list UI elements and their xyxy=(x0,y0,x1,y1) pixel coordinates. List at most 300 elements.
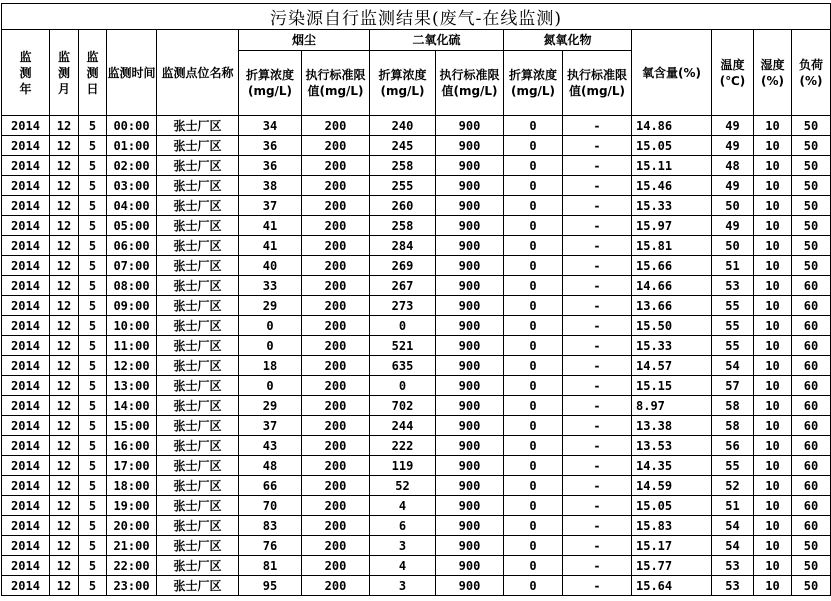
load-cell: 50 xyxy=(792,256,831,276)
so2-conc-cell: 284 xyxy=(370,236,436,256)
month-header xyxy=(50,30,79,116)
year-cell: 2014 xyxy=(2,176,50,196)
so2-limit-cell: 900 xyxy=(436,256,504,276)
oxygen-cell: 15.83 xyxy=(632,516,712,536)
nox-conc-cell: 0 xyxy=(504,356,563,376)
humidity-cell: 10 xyxy=(754,336,792,356)
nox-limit-cell: - xyxy=(563,476,632,496)
oxygen-cell: 15.17 xyxy=(632,536,712,556)
location-cell: 张士厂区 xyxy=(157,356,239,376)
humidity-cell: 10 xyxy=(754,236,792,256)
month-cell: 12 xyxy=(50,116,79,136)
table-row xyxy=(2,396,831,416)
table-body xyxy=(2,4,831,596)
dust-conc-cell: 29 xyxy=(239,296,302,316)
oxygen-cell: 13.38 xyxy=(632,416,712,436)
load-cell: 50 xyxy=(792,156,831,176)
table-row xyxy=(2,456,831,476)
nox-limit-header: 执行标准限值(mg/L) xyxy=(563,51,632,116)
load-cell: 60 xyxy=(792,356,831,376)
year-cell: 2014 xyxy=(2,416,50,436)
temperature-cell: 49 xyxy=(712,136,754,156)
nox-conc-cell: 0 xyxy=(504,576,563,596)
temperature-cell: 55 xyxy=(712,296,754,316)
so2-limit-cell: 900 xyxy=(436,556,504,576)
table-row xyxy=(2,116,831,136)
nox-conc-cell: 0 xyxy=(504,256,563,276)
load-cell: 60 xyxy=(792,336,831,356)
nox-conc-cell: 0 xyxy=(504,476,563,496)
so2-conc-cell: 521 xyxy=(370,336,436,356)
location-cell: 张士厂区 xyxy=(157,216,239,236)
load-cell: 60 xyxy=(792,436,831,456)
nox-limit-cell: - xyxy=(563,176,632,196)
humidity-cell: 10 xyxy=(754,316,792,336)
time-cell: 15:00 xyxy=(107,416,157,436)
oxygen-cell: 15.50 xyxy=(632,316,712,336)
so2-conc-cell: 3 xyxy=(370,576,436,596)
month-cell: 12 xyxy=(50,156,79,176)
table-row xyxy=(2,296,831,316)
time-cell: 13:00 xyxy=(107,376,157,396)
nox-limit-cell: - xyxy=(563,516,632,536)
location-cell: 张士厂区 xyxy=(157,456,239,476)
year-cell: 2014 xyxy=(2,516,50,536)
dust-conc-cell: 37 xyxy=(239,196,302,216)
nox-limit-cell: - xyxy=(563,576,632,596)
nox-conc-cell: 0 xyxy=(504,296,563,316)
so2-conc-cell: 245 xyxy=(370,136,436,156)
table-row xyxy=(2,136,831,156)
so2-conc-cell: 119 xyxy=(370,456,436,476)
nox-conc-cell: 0 xyxy=(504,196,563,216)
day-cell: 5 xyxy=(79,256,107,276)
temperature-cell: 53 xyxy=(712,556,754,576)
location-cell: 张士厂区 xyxy=(157,576,239,596)
month-cell: 12 xyxy=(50,256,79,276)
dust-limit-cell: 200 xyxy=(302,296,370,316)
load-cell: 60 xyxy=(792,396,831,416)
dust-conc-cell: 48 xyxy=(239,456,302,476)
month-cell: 12 xyxy=(50,476,79,496)
nox-limit-cell: - xyxy=(563,256,632,276)
day-header-char: 日 xyxy=(86,81,99,96)
nox-limit-cell: - xyxy=(563,236,632,256)
time-cell: 16:00 xyxy=(107,436,157,456)
day-cell: 5 xyxy=(79,156,107,176)
dust-limit-cell: 200 xyxy=(302,496,370,516)
time-cell: 10:00 xyxy=(107,316,157,336)
nox-conc-cell: 0 xyxy=(504,136,563,156)
oxygen-cell: 15.15 xyxy=(632,376,712,396)
oxygen-cell: 14.35 xyxy=(632,456,712,476)
location-cell: 张士厂区 xyxy=(157,416,239,436)
dust-limit-header: 执行标准限值(mg/L) xyxy=(302,51,370,116)
location-cell: 张士厂区 xyxy=(157,276,239,296)
dust-conc-cell: 41 xyxy=(239,236,302,256)
month-cell: 12 xyxy=(50,176,79,196)
year-cell: 2014 xyxy=(2,396,50,416)
dust-conc-cell: 36 xyxy=(239,136,302,156)
dust-conc-cell: 66 xyxy=(239,476,302,496)
table-row xyxy=(2,216,831,236)
location-cell: 张士厂区 xyxy=(157,236,239,256)
temperature-cell: 49 xyxy=(712,116,754,136)
so2-conc-cell: 635 xyxy=(370,356,436,376)
dust-conc-cell: 76 xyxy=(239,536,302,556)
oxygen-cell: 14.66 xyxy=(632,276,712,296)
nox-limit-cell: - xyxy=(563,376,632,396)
so2-conc-cell: 702 xyxy=(370,396,436,416)
time-cell: 19:00 xyxy=(107,496,157,516)
time-cell: 02:00 xyxy=(107,156,157,176)
nox-limit-cell: - xyxy=(563,316,632,336)
so2-conc-cell: 258 xyxy=(370,156,436,176)
day-cell: 5 xyxy=(79,196,107,216)
dust-conc-cell: 36 xyxy=(239,156,302,176)
load-cell: 60 xyxy=(792,476,831,496)
oxygen-cell: 15.11 xyxy=(632,156,712,176)
load-cell: 60 xyxy=(792,456,831,476)
month-cell: 12 xyxy=(50,376,79,396)
table-row xyxy=(2,416,831,436)
dust-conc-cell: 40 xyxy=(239,256,302,276)
dust-conc-cell: 33 xyxy=(239,276,302,296)
oxygen-cell: 13.66 xyxy=(632,296,712,316)
time-cell: 23:00 xyxy=(107,576,157,596)
nox-group-header: 氮氧化物 xyxy=(504,30,632,51)
temperature-cell: 53 xyxy=(712,576,754,596)
dust-conc-cell: 81 xyxy=(239,556,302,576)
load-cell: 60 xyxy=(792,516,831,536)
year-cell: 2014 xyxy=(2,256,50,276)
humidity-cell: 10 xyxy=(754,536,792,556)
temperature-cell: 50 xyxy=(712,236,754,256)
temperature-cell: 51 xyxy=(712,496,754,516)
so2-conc-cell: 255 xyxy=(370,176,436,196)
time-cell: 12:00 xyxy=(107,356,157,376)
year-cell: 2014 xyxy=(2,456,50,476)
humidity-cell: 10 xyxy=(754,416,792,436)
load-header: 负荷(%) xyxy=(792,30,831,116)
dust-limit-cell: 200 xyxy=(302,256,370,276)
table-row xyxy=(2,376,831,396)
time-cell: 07:00 xyxy=(107,256,157,276)
temperature-cell: 55 xyxy=(712,456,754,476)
year-cell: 2014 xyxy=(2,136,50,156)
time-cell: 05:00 xyxy=(107,216,157,236)
oxygen-cell: 15.97 xyxy=(632,216,712,236)
nox-limit-cell: - xyxy=(563,136,632,156)
location-cell: 张士厂区 xyxy=(157,436,239,456)
oxygen-cell: 14.59 xyxy=(632,476,712,496)
so2-conc-cell: 244 xyxy=(370,416,436,436)
table-row xyxy=(2,276,831,296)
humidity-cell: 10 xyxy=(754,556,792,576)
temperature-cell: 50 xyxy=(712,196,754,216)
oxygen-cell: 14.57 xyxy=(632,356,712,376)
location-cell: 张士厂区 xyxy=(157,556,239,576)
dust-conc-cell: 95 xyxy=(239,576,302,596)
dust-limit-cell: 200 xyxy=(302,276,370,296)
location-cell: 张士厂区 xyxy=(157,476,239,496)
time-cell: 09:00 xyxy=(107,296,157,316)
time-cell: 03:00 xyxy=(107,176,157,196)
time-cell: 14:00 xyxy=(107,396,157,416)
so2-conc-cell: 52 xyxy=(370,476,436,496)
dust-conc-cell: 83 xyxy=(239,516,302,536)
time-header: 监测时间 xyxy=(107,30,157,116)
temperature-cell: 49 xyxy=(712,216,754,236)
table-row xyxy=(2,476,831,496)
temperature-cell: 54 xyxy=(712,516,754,536)
month-cell: 12 xyxy=(50,516,79,536)
nox-conc-cell: 0 xyxy=(504,116,563,136)
day-cell: 5 xyxy=(79,236,107,256)
month-cell: 12 xyxy=(50,316,79,336)
day-cell: 5 xyxy=(79,336,107,356)
month-cell: 12 xyxy=(50,556,79,576)
day-cell: 5 xyxy=(79,396,107,416)
dust-conc-cell: 34 xyxy=(239,116,302,136)
day-cell: 5 xyxy=(79,576,107,596)
location-cell: 张士厂区 xyxy=(157,336,239,356)
location-cell: 张士厂区 xyxy=(157,176,239,196)
month-header-char: 监 xyxy=(57,49,70,64)
so2-limit-cell: 900 xyxy=(436,216,504,236)
so2-conc-cell: 267 xyxy=(370,276,436,296)
temperature-header: 温度(℃) xyxy=(712,30,754,116)
nox-limit-cell: - xyxy=(563,116,632,136)
year-header xyxy=(2,30,50,116)
dust-limit-cell: 200 xyxy=(302,136,370,156)
table-row xyxy=(2,536,831,556)
day-cell: 5 xyxy=(79,216,107,236)
temperature-cell: 58 xyxy=(712,396,754,416)
so2-conc-cell: 269 xyxy=(370,256,436,276)
humidity-cell: 10 xyxy=(754,196,792,216)
table-title: 污染源自行监测结果(废气-在线监测) xyxy=(2,4,831,30)
table-row xyxy=(2,196,831,216)
dust-conc-cell: 0 xyxy=(239,316,302,336)
year-cell: 2014 xyxy=(2,436,50,456)
month-cell: 12 xyxy=(50,336,79,356)
month-cell: 12 xyxy=(50,276,79,296)
so2-limit-cell: 900 xyxy=(436,276,504,296)
year-cell: 2014 xyxy=(2,536,50,556)
table-row xyxy=(2,156,831,176)
month-cell: 12 xyxy=(50,196,79,216)
oxygen-cell: 15.66 xyxy=(632,256,712,276)
day-cell: 5 xyxy=(79,176,107,196)
year-cell: 2014 xyxy=(2,276,50,296)
humidity-cell: 10 xyxy=(754,456,792,476)
so2-limit-header: 执行标准限值(mg/L) xyxy=(436,51,504,116)
table-row xyxy=(2,236,831,256)
dust-limit-cell: 200 xyxy=(302,556,370,576)
month-cell: 12 xyxy=(50,456,79,476)
dust-conc-cell: 38 xyxy=(239,176,302,196)
temperature-cell: 48 xyxy=(712,156,754,176)
temperature-cell: 52 xyxy=(712,476,754,496)
day-cell: 5 xyxy=(79,536,107,556)
year-cell: 2014 xyxy=(2,296,50,316)
temperature-cell: 57 xyxy=(712,376,754,396)
nox-conc-cell: 0 xyxy=(504,496,563,516)
nox-limit-cell: - xyxy=(563,496,632,516)
year-cell: 2014 xyxy=(2,336,50,356)
so2-limit-cell: 900 xyxy=(436,456,504,476)
so2-limit-cell: 900 xyxy=(436,116,504,136)
nox-conc-cell: 0 xyxy=(504,436,563,456)
oxygen-cell: 15.33 xyxy=(632,196,712,216)
humidity-cell: 10 xyxy=(754,156,792,176)
day-header-char: 监 xyxy=(86,49,99,64)
dust-limit-cell: 200 xyxy=(302,456,370,476)
dust-limit-cell: 200 xyxy=(302,476,370,496)
time-cell: 17:00 xyxy=(107,456,157,476)
nox-limit-cell: - xyxy=(563,436,632,456)
nox-conc-cell: 0 xyxy=(504,376,563,396)
nox-limit-cell: - xyxy=(563,456,632,476)
nox-limit-cell: - xyxy=(563,336,632,356)
dust-limit-cell: 200 xyxy=(302,536,370,556)
nox-conc-cell: 0 xyxy=(504,456,563,476)
humidity-cell: 10 xyxy=(754,496,792,516)
nox-conc-cell: 0 xyxy=(504,556,563,576)
load-cell: 60 xyxy=(792,416,831,436)
year-cell: 2014 xyxy=(2,156,50,176)
temperature-cell: 55 xyxy=(712,336,754,356)
time-cell: 22:00 xyxy=(107,556,157,576)
year-cell: 2014 xyxy=(2,356,50,376)
temperature-cell: 55 xyxy=(712,316,754,336)
location-cell: 张士厂区 xyxy=(157,136,239,156)
day-cell: 5 xyxy=(79,276,107,296)
load-cell: 60 xyxy=(792,296,831,316)
dust-limit-cell: 200 xyxy=(302,116,370,136)
temperature-cell: 58 xyxy=(712,416,754,436)
oxygen-cell: 15.81 xyxy=(632,236,712,256)
load-cell: 50 xyxy=(792,176,831,196)
humidity-cell: 10 xyxy=(754,476,792,496)
temperature-cell: 53 xyxy=(712,276,754,296)
table-row xyxy=(2,256,831,276)
nox-conc-cell: 0 xyxy=(504,336,563,356)
so2-conc-cell: 273 xyxy=(370,296,436,316)
location-cell: 张士厂区 xyxy=(157,296,239,316)
table-row xyxy=(2,356,831,376)
so2-group-header: 二氧化硫 xyxy=(370,30,504,51)
so2-limit-cell: 900 xyxy=(436,156,504,176)
time-cell: 08:00 xyxy=(107,276,157,296)
so2-conc-cell: 4 xyxy=(370,496,436,516)
so2-limit-cell: 900 xyxy=(436,496,504,516)
so2-limit-cell: 900 xyxy=(436,376,504,396)
time-cell: 06:00 xyxy=(107,236,157,256)
dust-limit-cell: 200 xyxy=(302,316,370,336)
day-cell: 5 xyxy=(79,116,107,136)
so2-conc-cell: 6 xyxy=(370,516,436,536)
year-cell: 2014 xyxy=(2,556,50,576)
location-header: 监测点位名称 xyxy=(157,30,239,116)
dust-conc-cell: 18 xyxy=(239,356,302,376)
so2-limit-cell: 900 xyxy=(436,476,504,496)
day-header xyxy=(79,30,107,116)
nox-limit-cell: - xyxy=(563,396,632,416)
oxygen-cell: 15.05 xyxy=(632,496,712,516)
location-cell: 张士厂区 xyxy=(157,196,239,216)
month-cell: 12 xyxy=(50,416,79,436)
location-cell: 张士厂区 xyxy=(157,536,239,556)
month-cell: 12 xyxy=(50,496,79,516)
dust-limit-cell: 200 xyxy=(302,356,370,376)
dust-group-header: 烟尘 xyxy=(239,30,370,51)
humidity-cell: 10 xyxy=(754,256,792,276)
dust-conc-cell: 70 xyxy=(239,496,302,516)
time-cell: 18:00 xyxy=(107,476,157,496)
oxygen-cell: 8.97 xyxy=(632,396,712,416)
load-cell: 50 xyxy=(792,576,831,596)
nox-conc-cell: 0 xyxy=(504,416,563,436)
load-cell: 50 xyxy=(792,196,831,216)
location-cell: 张士厂区 xyxy=(157,496,239,516)
humidity-cell: 10 xyxy=(754,356,792,376)
month-cell: 12 xyxy=(50,396,79,416)
location-cell: 张士厂区 xyxy=(157,156,239,176)
nox-conc-cell: 0 xyxy=(504,176,563,196)
year-cell: 2014 xyxy=(2,496,50,516)
nox-limit-cell: - xyxy=(563,196,632,216)
humidity-header: 湿度(%) xyxy=(754,30,792,116)
dust-conc-cell: 0 xyxy=(239,336,302,356)
location-cell: 张士厂区 xyxy=(157,256,239,276)
table-row xyxy=(2,516,831,536)
nox-limit-cell: - xyxy=(563,416,632,436)
year-header-char: 监 xyxy=(19,49,32,64)
so2-conc-cell: 0 xyxy=(370,376,436,396)
temperature-cell: 51 xyxy=(712,256,754,276)
month-cell: 12 xyxy=(50,576,79,596)
nox-limit-cell: - xyxy=(563,156,632,176)
load-cell: 50 xyxy=(792,116,831,136)
dust-limit-cell: 200 xyxy=(302,396,370,416)
oxygen-cell: 14.86 xyxy=(632,116,712,136)
humidity-cell: 10 xyxy=(754,576,792,596)
day-cell: 5 xyxy=(79,356,107,376)
day-cell: 5 xyxy=(79,296,107,316)
nox-limit-cell: - xyxy=(563,216,632,236)
dust-limit-cell: 200 xyxy=(302,156,370,176)
nox-conc-cell: 0 xyxy=(504,156,563,176)
so2-conc-cell: 240 xyxy=(370,116,436,136)
so2-conc-cell: 222 xyxy=(370,436,436,456)
so2-limit-cell: 900 xyxy=(436,516,504,536)
year-header-char: 年 xyxy=(19,81,32,96)
dust-conc-header: 折算浓度(mg/L) xyxy=(239,51,302,116)
dust-conc-cell: 0 xyxy=(239,376,302,396)
so2-limit-cell: 900 xyxy=(436,236,504,256)
nox-conc-cell: 0 xyxy=(504,396,563,416)
location-cell: 张士厂区 xyxy=(157,396,239,416)
so2-limit-cell: 900 xyxy=(436,536,504,556)
so2-conc-cell: 260 xyxy=(370,196,436,216)
so2-limit-cell: 900 xyxy=(436,176,504,196)
year-cell: 2014 xyxy=(2,236,50,256)
so2-conc-cell: 4 xyxy=(370,556,436,576)
location-cell: 张士厂区 xyxy=(157,316,239,336)
table-row xyxy=(2,316,831,336)
